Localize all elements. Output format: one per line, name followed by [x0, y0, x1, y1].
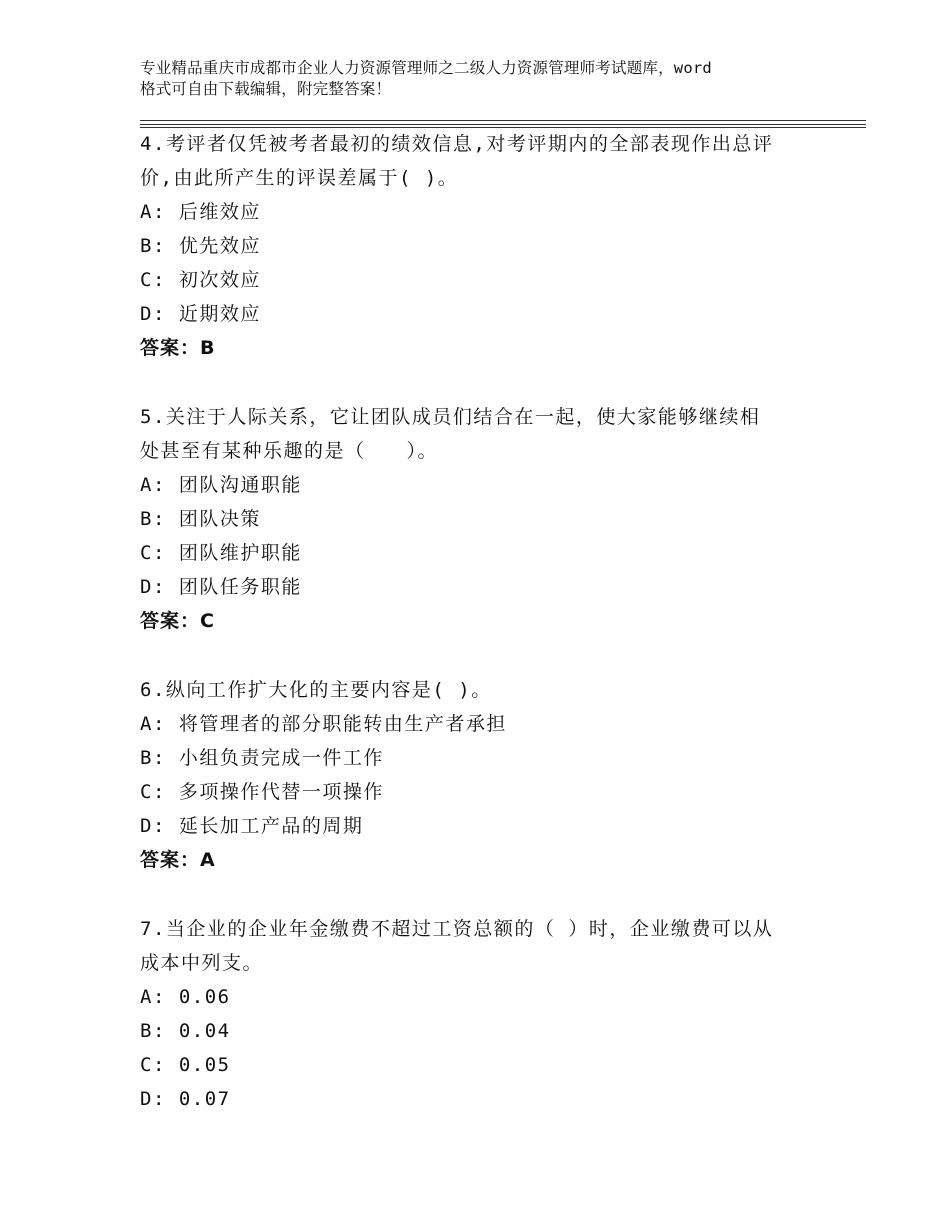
option-d: D: 0.07 — [140, 1088, 231, 1110]
question-stem-line: 4.考评者仅凭被考者最初的绩效信息,对考评期内的全部表现作出总评 — [140, 133, 774, 155]
question-block — [140, 673, 840, 877]
header-divider-middle — [140, 124, 866, 125]
question-stem-line: 7.当企业的企业年金缴费不超过工资总额的（ ）时，企业缴费可以从 — [140, 918, 774, 940]
option-a: A: 0.06 — [140, 986, 231, 1008]
header-line-1: 专业精品重庆市成都市企业人力资源管理师之二级人力资源管理师考试题库，word — [140, 59, 712, 77]
answer-label: 答案：B — [140, 337, 216, 359]
header-divider-top — [140, 120, 866, 121]
question-stem-line: 价,由此所产生的评误差属于( )。 — [140, 167, 459, 189]
option-d: D: 近期效应 — [140, 303, 261, 325]
question-stem-line: 处甚至有某种乐趣的是（ ）。 — [140, 440, 439, 462]
option-b: B: 优先效应 — [140, 235, 261, 257]
option-a: A: 将管理者的部分职能转由生产者承担 — [140, 713, 507, 735]
answer-label: 答案：C — [140, 610, 215, 632]
option-c: C: 初次效应 — [140, 269, 261, 291]
option-c: C: 0.05 — [140, 1054, 231, 1076]
document-header — [140, 58, 820, 100]
option-b: B: 小组负责完成一件工作 — [140, 747, 384, 769]
option-b: B: 0.04 — [140, 1020, 231, 1042]
option-a: A: 团队沟通职能 — [140, 474, 302, 496]
option-c: C: 团队维护职能 — [140, 542, 302, 564]
question-stem-line: 6.纵向工作扩大化的主要内容是( )。 — [140, 679, 492, 701]
answer-label: 答案：A — [140, 849, 216, 871]
option-d: D: 延长加工产品的周期 — [140, 815, 364, 837]
option-d: D: 团队任务职能 — [140, 576, 302, 598]
option-c: C: 多项操作代替一项操作 — [140, 781, 384, 803]
question-stem-line: 5.关注于人际关系，它让团队成员们结合在一起，使大家能够继续相 — [140, 406, 761, 428]
option-b: B: 团队决策 — [140, 508, 261, 530]
option-a: A: 后维效应 — [140, 201, 261, 223]
question-block — [140, 127, 840, 365]
header-line-2: 格式可自由下载编辑，附完整答案！ — [140, 80, 392, 98]
question-block — [140, 400, 840, 638]
question-stem-line: 成本中列支。 — [140, 952, 264, 974]
question-block — [140, 912, 840, 1116]
